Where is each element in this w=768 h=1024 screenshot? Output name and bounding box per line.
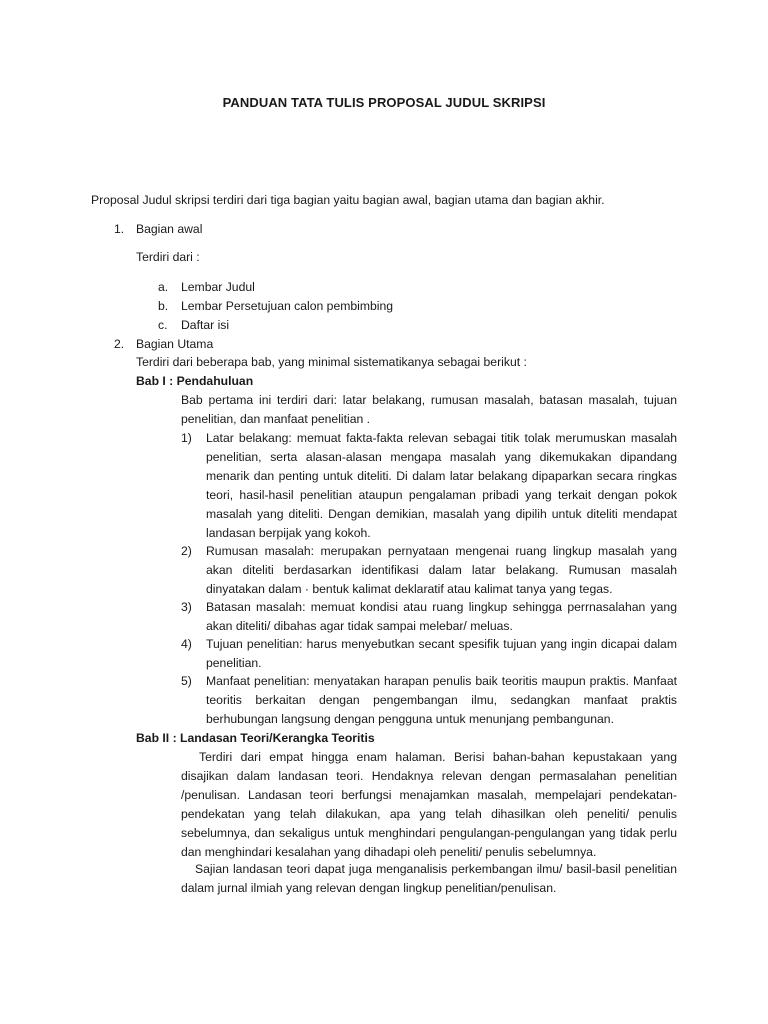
section-2-number: 2. [114, 337, 125, 351]
list-item: Lembar Judul [181, 280, 255, 294]
list-item: Rumusan masalah: merupakan pernyataan mengenai ruang lingkup masalah yang akan diteliti berdasarkan identifikasi dalam latar belakang. Rumusan masalah dinyatakan dalam · bentuk kalimat deklaratif atau kalimat tanya yang tegas. [206, 544, 677, 596]
intro-paragraph: Proposal Judul skripsi terdiri dari tiga bagian yaitu bagian awal, bagian utama dan bagian akhir. [91, 193, 605, 207]
bab-2-heading: Bab II : Landasan Teori/Kerangka Teoritis [136, 731, 375, 745]
section-1-number: 1. [114, 222, 125, 236]
document-title: PANDUAN TATA TULIS PROPOSAL JUDUL SKRIPSI [222, 95, 546, 110]
bab-2-paragraph: Terdiri dari empat hingga enam halaman. Berisi bahan-bahan kepustakaan yang disajikan dalam landasan teori. Hendaknya relevan dengan permasalahan penelitian /penulisan. Landasan teori berfungsi menajamkan masalah, mempelajari pendekatan-pendekatan yang telah dilakukan, apa yang telah dihasilkan oleh peneliti/ penulis sebelumnya, dan sekaligus untuk menghindari pengulangan-pengulangan yang tidak perlu dan menghindari kesalahan yang dihadapi oleh peneliti/ penulis sebelumnya. [181, 750, 677, 859]
list-item: Manfaat penelitian: menyatakan harapan penulis baik teoritis maupun praktis. Manfaat teoritis berkaitan dengan pengembangan ilmu, sedangkan manfaat praktis berhubungan langsung dengan pengguna untuk menunjang pembangunan. [206, 674, 677, 726]
section-2-heading: Bagian Utama [136, 337, 214, 351]
list-item-marker: 4) [181, 637, 192, 651]
list-item: Daftar isi [181, 318, 230, 332]
bab-1-intro: Bab pertama ini terdiri dari: latar belakang, rumusan masalah, batasan masalah, tujuan penelitian, dan manfaat penelitian . [181, 393, 677, 426]
list-item: Lembar Persetujuan calon pembimbing [181, 299, 394, 313]
list-item: Latar belakang: memuat fakta-fakta relevan sebagai titik tolak merumuskan masalah penelitian, serta alasan-alasan mengapa masalah yang dikemukakan dipandang menarik dan penting untuk diteliti. Di dalam latar belakang dipaparkan secara ringkas teori, hasil-hasil penelitian ataupun pengalaman pribadi yang terkait dengan pokok masalah yang diteliti. Dengan demikian, masalah yang dipilih untuk diteliti mendapat landasan berpijak yang kokoh. [206, 431, 677, 540]
list-item-marker: 1) [181, 431, 192, 445]
list-item-marker: b. [158, 299, 169, 313]
list-item-marker: 2) [181, 544, 192, 558]
list-item-marker: a. [158, 280, 169, 294]
bab-2-paragraph: Sajian landasan teori dapat juga menganalisis perkembangan ilmu/ basil-basil penelitian dalam jurnal ilmiah yang relevan dengan lingkup penelitian/penulisan. [181, 862, 677, 895]
bab-1-heading: Bab I : Pendahuluan [136, 374, 254, 388]
section-1-heading: Bagian awal [136, 222, 203, 236]
section-2-intro: Terdiri dari beberapa bab, yang minimal sistematikanya sebagai berikut : [136, 355, 527, 369]
list-item-marker: 3) [181, 600, 192, 614]
list-item: Tujuan penelitian: harus menyebutkan secant spesifik tujuan yang ingin dicapai dalam penelitian. [206, 637, 677, 670]
list-item-marker: 5) [181, 674, 192, 688]
section-1-subheading: Terdiri dari : [136, 250, 200, 264]
list-item-marker: c. [158, 318, 168, 332]
list-item: Batasan masalah: memuat kondisi atau ruang lingkup sehingga perrnasalahan yang akan diteliti/ dibahas agar tidak sampai melebar/ meluas. [206, 600, 677, 633]
